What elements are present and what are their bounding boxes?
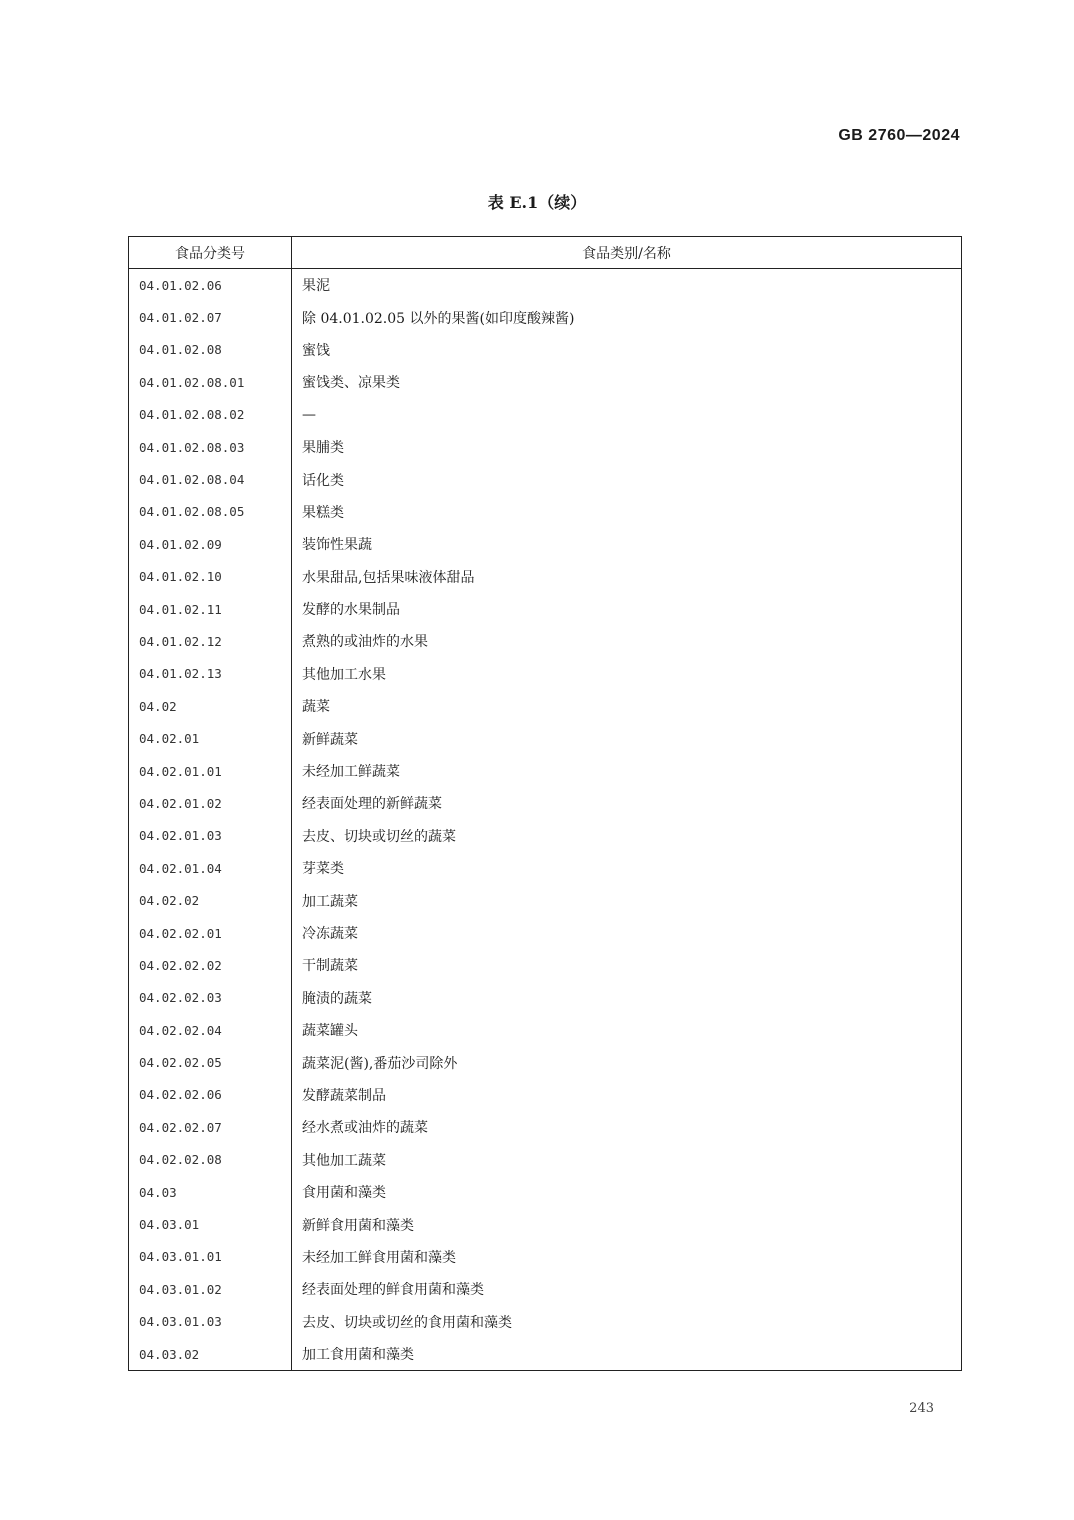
page-number: 243 — [909, 1401, 934, 1416]
food-category-code: 04.01.02.08.05 — [129, 496, 292, 528]
food-category-name: 加工食用菌和藻类 — [302, 1347, 414, 1364]
food-category-code: 04.03 — [129, 1176, 292, 1208]
food-category-code: 04.02.01.04 — [129, 852, 292, 884]
food-category-code: 04.02.01.03 — [129, 820, 292, 852]
food-category-code: 04.02.01.01 — [129, 755, 292, 787]
table-row — [129, 1241, 962, 1273]
food-category-code: 04.02.01.02 — [129, 787, 292, 819]
food-category-code: 04.01.02.06 — [129, 269, 292, 302]
food-category-name: 经表面处理的新鲜蔬菜 — [302, 796, 442, 813]
table-row — [129, 463, 962, 495]
table-row — [129, 658, 962, 690]
food-category-code: 04.02.02.01 — [129, 917, 292, 949]
table-row — [129, 496, 962, 528]
food-category-name: 经表面处理的鲜食用菌和藻类 — [302, 1282, 484, 1299]
table-row — [129, 1014, 962, 1046]
food-category-name: 发酵蔬菜制品 — [302, 1087, 386, 1104]
table-body — [129, 269, 962, 1371]
food-category-code: 04.01.02.08.02 — [129, 399, 292, 431]
table-row — [129, 1046, 962, 1078]
food-category-code: 04.01.02.08 — [129, 334, 292, 366]
food-category-name: 除 04.01.02.05 以外的果酱(如印度酸辣酱) — [302, 310, 575, 327]
table-row — [129, 625, 962, 657]
food-category-code: 04.03.01.01 — [129, 1241, 292, 1273]
food-category-code: 04.02.02.07 — [129, 1111, 292, 1143]
food-category-name: 去皮、切块或切丝的食用菌和藻类 — [302, 1314, 512, 1331]
food-category-code: 04.01.02.07 — [129, 301, 292, 333]
food-category-name: 发酵的水果制品 — [302, 602, 400, 619]
food-category-name: 干制蔬菜 — [302, 958, 358, 975]
food-category-code: 04.02 — [129, 690, 292, 722]
table-row — [129, 884, 962, 916]
food-category-name: 新鲜蔬菜 — [302, 731, 358, 748]
food-category-code: 04.03.02 — [129, 1338, 292, 1371]
food-category-name: 其他加工蔬菜 — [302, 1152, 386, 1169]
food-category-code: 04.01.02.13 — [129, 658, 292, 690]
table-title: 表 E.1（续） — [487, 193, 587, 212]
food-category-code: 04.02.02.06 — [129, 1079, 292, 1111]
food-category-code: 04.01.02.11 — [129, 593, 292, 625]
food-category-code: 04.02.01 — [129, 722, 292, 754]
table-row — [129, 1273, 962, 1305]
food-category-code: 04.02.02.04 — [129, 1014, 292, 1046]
table-row — [129, 561, 962, 593]
food-category-name: 蔬菜 — [302, 699, 330, 716]
table-row — [129, 1306, 962, 1338]
table-row — [129, 852, 962, 884]
table-row — [129, 1208, 962, 1240]
table-row — [129, 722, 962, 754]
food-category-name: 未经加工鲜蔬菜 — [302, 764, 400, 781]
table-row — [129, 1111, 962, 1143]
food-category-name: 新鲜食用菌和藻类 — [302, 1217, 414, 1234]
table-row — [129, 1176, 962, 1208]
food-category-table — [128, 236, 962, 1371]
food-category-name: 果脯类 — [302, 440, 344, 457]
food-category-code: 04.02.02.03 — [129, 982, 292, 1014]
food-category-name: 腌渍的蔬菜 — [302, 990, 372, 1007]
food-category-name: 装饰性果蔬 — [302, 537, 372, 554]
food-category-name: 果泥 — [302, 278, 330, 295]
table-row — [129, 820, 962, 852]
table-row — [129, 949, 962, 981]
food-category-name: 芽菜类 — [302, 861, 344, 878]
standard-code: GB 2760—2024 — [838, 127, 960, 144]
food-category-code: 04.01.02.09 — [129, 528, 292, 560]
table-row — [129, 301, 962, 333]
food-category-code: 04.02.02 — [129, 884, 292, 916]
table-row — [129, 366, 962, 398]
table-row — [129, 399, 962, 431]
food-category-name: 果糕类 — [302, 504, 344, 521]
food-category-name: 加工蔬菜 — [302, 893, 358, 910]
food-category-name: 食用菌和藻类 — [302, 1185, 386, 1202]
food-category-code: 04.01.02.08.04 — [129, 463, 292, 495]
table-row — [129, 1144, 962, 1176]
food-category-code: 04.02.02.02 — [129, 949, 292, 981]
table-row — [129, 1079, 962, 1111]
food-category-code: 04.03.01 — [129, 1208, 292, 1240]
food-category-name: 蜜饯类、凉果类 — [302, 375, 400, 392]
table-row — [129, 982, 962, 1014]
table-row — [129, 690, 962, 722]
food-category-name: 水果甜品,包括果味液体甜品 — [302, 569, 475, 586]
food-category-name: 未经加工鲜食用菌和藻类 — [302, 1249, 456, 1266]
table-row — [129, 269, 962, 302]
table-header-row — [129, 237, 962, 269]
food-category-code: 04.01.02.10 — [129, 561, 292, 593]
food-category-name: 冷冻蔬菜 — [302, 926, 358, 942]
food-category-code: 04.03.01.03 — [129, 1306, 292, 1338]
food-category-name: 煮熟的或油炸的水果 — [302, 634, 428, 651]
food-category-code: 04.01.02.12 — [129, 625, 292, 657]
food-category-name: 蔬菜罐头 — [302, 1023, 358, 1040]
food-category-name: 去皮、切块或切丝的蔬菜 — [302, 828, 456, 845]
food-category-name: 蜜饯 — [302, 342, 330, 359]
food-category-code: 04.03.01.02 — [129, 1273, 292, 1305]
food-category-code: 04.02.02.05 — [129, 1046, 292, 1078]
column-header-code: 食品分类号 — [129, 237, 292, 269]
table-row — [129, 917, 962, 949]
food-category-name: 其他加工水果 — [302, 666, 386, 683]
food-category-name: 话化类 — [302, 472, 344, 489]
table-row — [129, 593, 962, 625]
food-category-name: 蔬菜泥(酱),番茄沙司除外 — [302, 1055, 458, 1072]
food-category-name: — — [302, 406, 316, 423]
table-row — [129, 528, 962, 560]
food-category-code: 04.02.02.08 — [129, 1144, 292, 1176]
table-row — [129, 1338, 962, 1371]
table-row — [129, 334, 962, 366]
food-category-code: 04.01.02.08.01 — [129, 366, 292, 398]
table-row — [129, 787, 962, 819]
food-category-code: 04.01.02.08.03 — [129, 431, 292, 463]
table-row — [129, 755, 962, 787]
food-category-name: 经水煮或油炸的蔬菜 — [302, 1120, 428, 1137]
table-row — [129, 431, 962, 463]
column-header-name: 食品类别/名称 — [292, 237, 962, 269]
